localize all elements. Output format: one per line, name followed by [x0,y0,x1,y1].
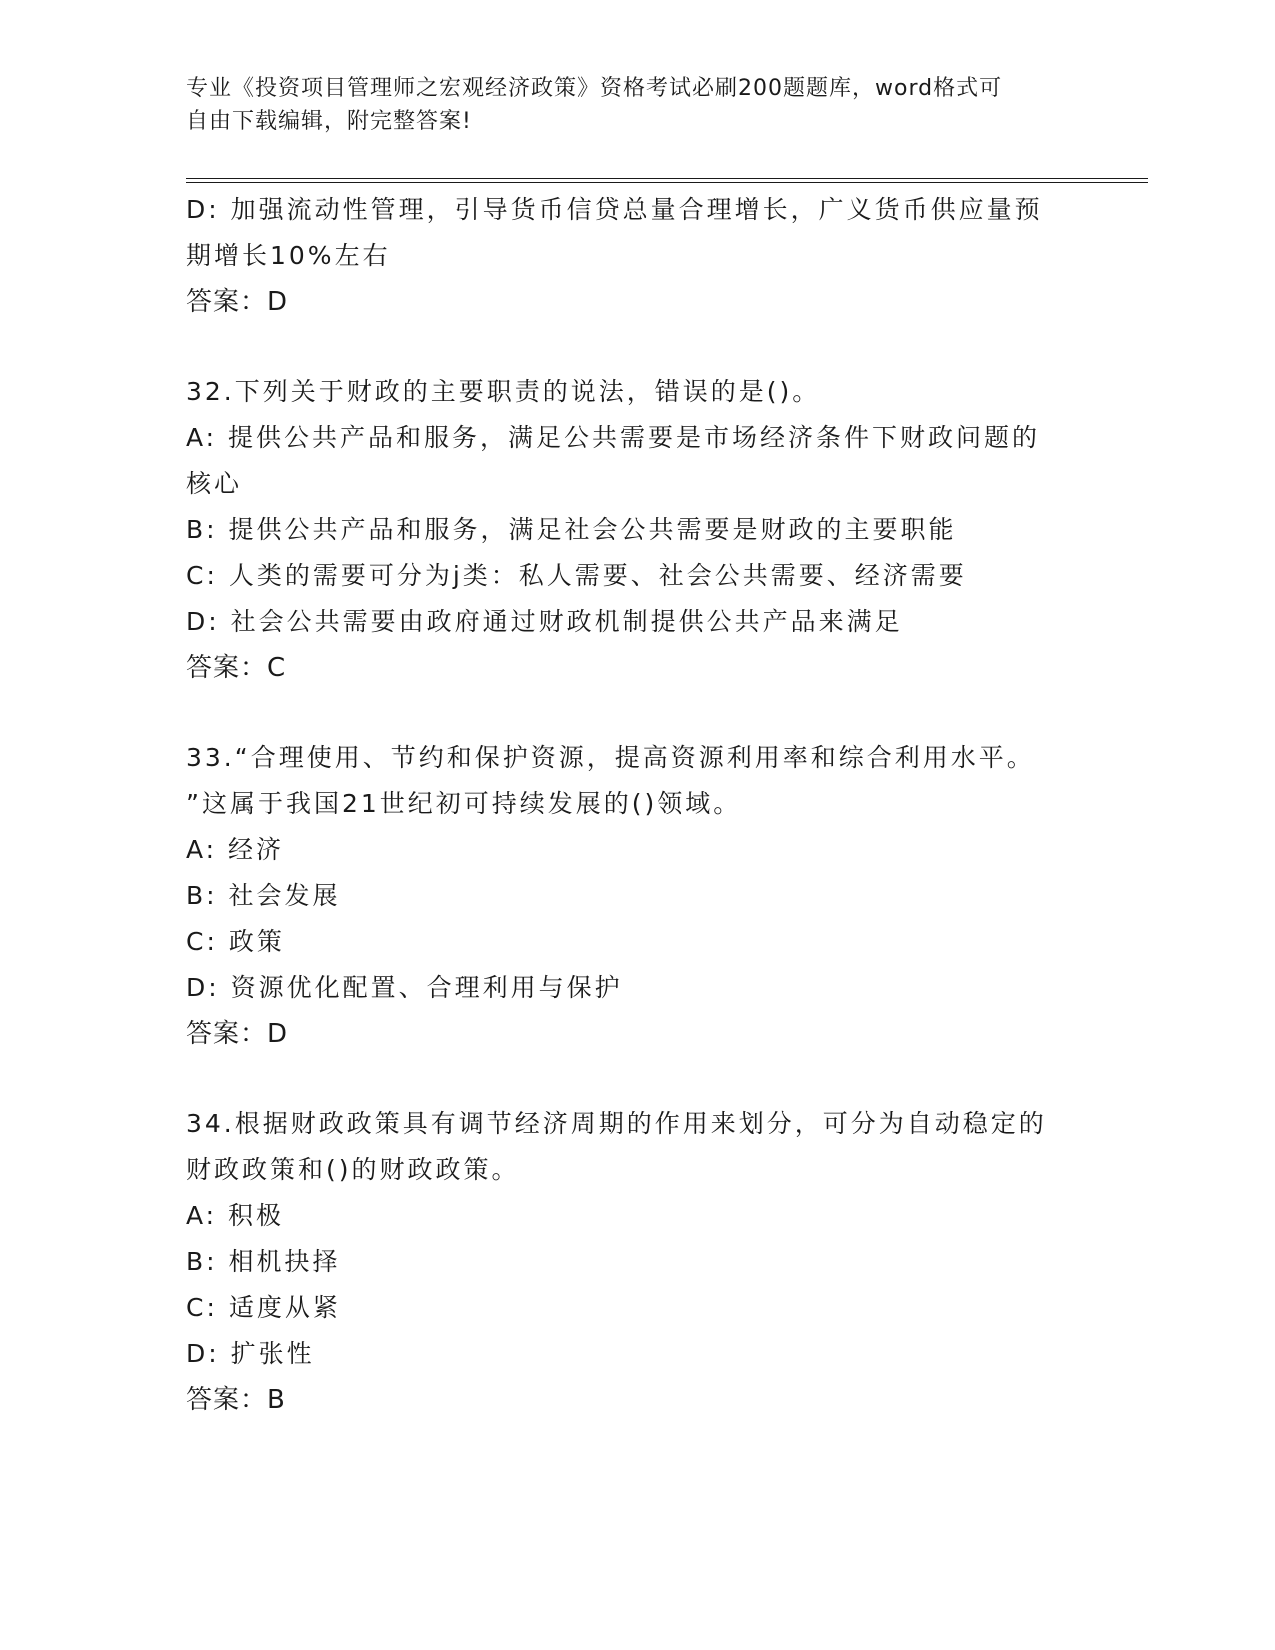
header-line-2: 自由下载编辑，附完整答案! [186,109,472,134]
question-34 [186,1101,1086,1423]
option-a: A: 提供公共产品和服务，满足公共需要是市场经济条件下财政问题的 [186,423,1041,452]
header-divider-top [186,178,1148,179]
question-33 [186,735,1086,1057]
question-content [186,187,1086,1423]
option-c: C: 人类的需要可分为j类：私人需要、社会公共需要、经济需要 [186,561,967,590]
answer: 答案：D [186,287,289,317]
option-d: D: 资源优化配置、合理利用与保护 [186,973,623,1002]
continued-question [186,187,1086,325]
option-b: B: 提供公共产品和服务，满足社会公共需要是财政的主要职能 [186,515,957,544]
answer: 答案：C [186,653,287,683]
header-divider-bottom [186,182,1148,183]
answer: 答案：D [186,1019,289,1049]
option-a: A: 经济 [186,835,285,864]
option-b: B: 相机抉择 [186,1247,341,1276]
question-stem: 34.根据财政政策具有调节经济周期的作用来划分，可分为自动稳定的 [186,1109,1047,1138]
option-c: C: 适度从紧 [186,1293,341,1322]
question-stem: 33.“合理使用、节约和保护资源，提高资源利用率和综合利用水平。 [186,743,1035,772]
option-b: B: 社会发展 [186,881,341,910]
document-header [186,72,1066,138]
header-line-1: 专业《投资项目管理师之宏观经济政策》资格考试必刷200题题库，word格式可 [186,76,1003,101]
option-a: A: 积极 [186,1201,285,1230]
answer: 答案：B [186,1385,286,1415]
option-d: D: 扩张性 [186,1339,315,1368]
question-32 [186,369,1086,691]
option-a-continued: 核心 [186,469,243,498]
option-c: C: 政策 [186,927,285,956]
option-d: D: 社会公共需要由政府通过财政机制提供公共产品来满足 [186,607,903,636]
question-stem-continued: ”这属于我国21世纪初可持续发展的()领域。 [186,789,742,818]
question-stem-continued: 财政政策和()的财政政策。 [186,1155,520,1184]
question-stem: 32.下列关于财政的主要职责的说法，错误的是()。 [186,377,821,406]
option-d-line-1: D: 加强流动性管理，引导货币信贷总量合理增长，广义货币供应量预 [186,195,1043,224]
option-d-line-2: 期增长10%左右 [186,241,391,270]
